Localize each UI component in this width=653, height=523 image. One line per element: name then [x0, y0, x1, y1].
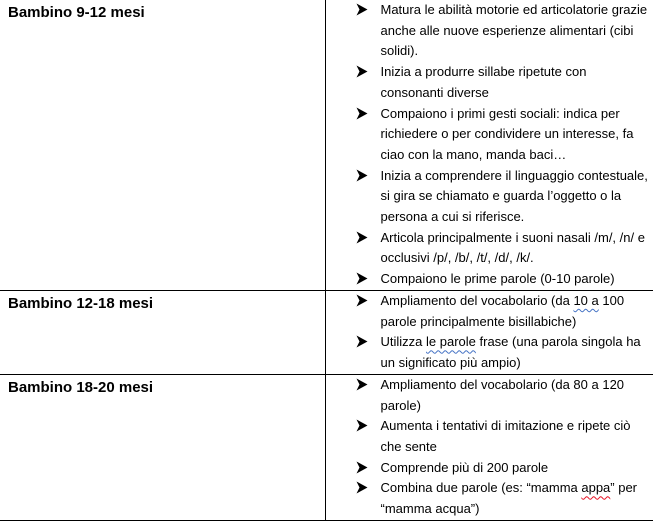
- milestone-text: Inizia a comprendere il linguaggio contestuale, si gira se chiamato e guarda l’oggetto o la persona a cui si riferisce.: [380, 167, 648, 225]
- arrowhead-bullet-icon: [356, 272, 368, 285]
- arrowhead-bullet-icon: [356, 65, 368, 78]
- milestone-item: [326, 166, 650, 228]
- table-row: [0, 374, 653, 520]
- milestone-item: [326, 228, 650, 269]
- milestone-text: Articola principalmente i suoni nasali /m/, /n/ e occlusivi /p/, /b/, /t/, /d/, /k/.: [380, 229, 645, 266]
- age-label: Bambino 12-18 mesi: [8, 294, 154, 312]
- milestone-text: Combina due parole (es: “mamma appa” per “mamma acqua”): [380, 480, 638, 517]
- milestone-list: [326, 291, 653, 374]
- milestone-list: [326, 0, 653, 290]
- milestone-item: [326, 478, 650, 519]
- arrowhead-bullet-icon: [356, 169, 368, 182]
- arrowhead-bullet-icon: [356, 419, 368, 432]
- milestone-text: Inizia a produrre sillabe ripetute con consonanti diverse: [380, 64, 587, 100]
- arrowhead-bullet-icon: [356, 481, 368, 494]
- arrowhead-bullet-icon: [356, 3, 368, 16]
- arrowhead-bullet-icon: [356, 231, 368, 244]
- age-label: Bambino 18-20 mesi: [8, 378, 154, 396]
- milestones-cell: [325, 374, 653, 520]
- milestone-text: Comprende più di 200 parole: [380, 459, 549, 475]
- milestone-item: [326, 62, 650, 103]
- grammar-flag: 10 a: [573, 292, 599, 308]
- milestones-cell: [325, 0, 653, 290]
- milestone-item: [326, 269, 650, 290]
- milestone-text: Ampliamento del vocabolario (da 10 a 100 parole principalmente bisillabiche): [380, 292, 625, 329]
- age-label: Bambino 9-12 mesi: [8, 4, 145, 21]
- milestone-text: Ampliamento del vocabolario (da 80 a 120 parole): [380, 376, 625, 413]
- milestone-text: Matura le abilità motorie ed articolatorie grazie anche alle nuove esperienze alimentari (cibi solidi).: [380, 2, 648, 59]
- milestone-text: Utilizza le parole frase (una parola singola ha un significato più ampio): [380, 334, 641, 370]
- arrowhead-bullet-icon: [356, 335, 368, 348]
- age-cell: [0, 0, 325, 290]
- table-row: [0, 290, 653, 374]
- milestone-item: [326, 375, 650, 416]
- milestone-text: Compaiono i primi gesti sociali: indica per richiedere o per condividere un interesse, fa ciao con la mano, manda baci…: [380, 105, 634, 162]
- arrowhead-bullet-icon: [356, 461, 368, 474]
- milestone-item: [326, 104, 650, 166]
- milestone-text: Aumenta i tentativi di imitazione e ripete ciò che sente: [380, 418, 631, 454]
- milestone-item: [326, 0, 650, 62]
- arrowhead-bullet-icon: [356, 378, 368, 391]
- milestone-item: [326, 458, 650, 479]
- milestones-cell: [325, 290, 653, 374]
- milestone-text: Compaiono le prime parole (0-10 parole): [380, 271, 615, 287]
- milestone-item: [326, 332, 650, 373]
- spelling-flag: appa: [581, 480, 611, 496]
- milestone-list: [326, 375, 653, 520]
- age-cell: [0, 290, 325, 374]
- milestone-item: [326, 291, 650, 332]
- arrowhead-bullet-icon: [356, 107, 368, 120]
- milestone-item: [326, 416, 650, 457]
- age-cell: [0, 374, 325, 520]
- grammar-flag: le parole: [426, 334, 476, 350]
- arrowhead-bullet-icon: [356, 294, 368, 307]
